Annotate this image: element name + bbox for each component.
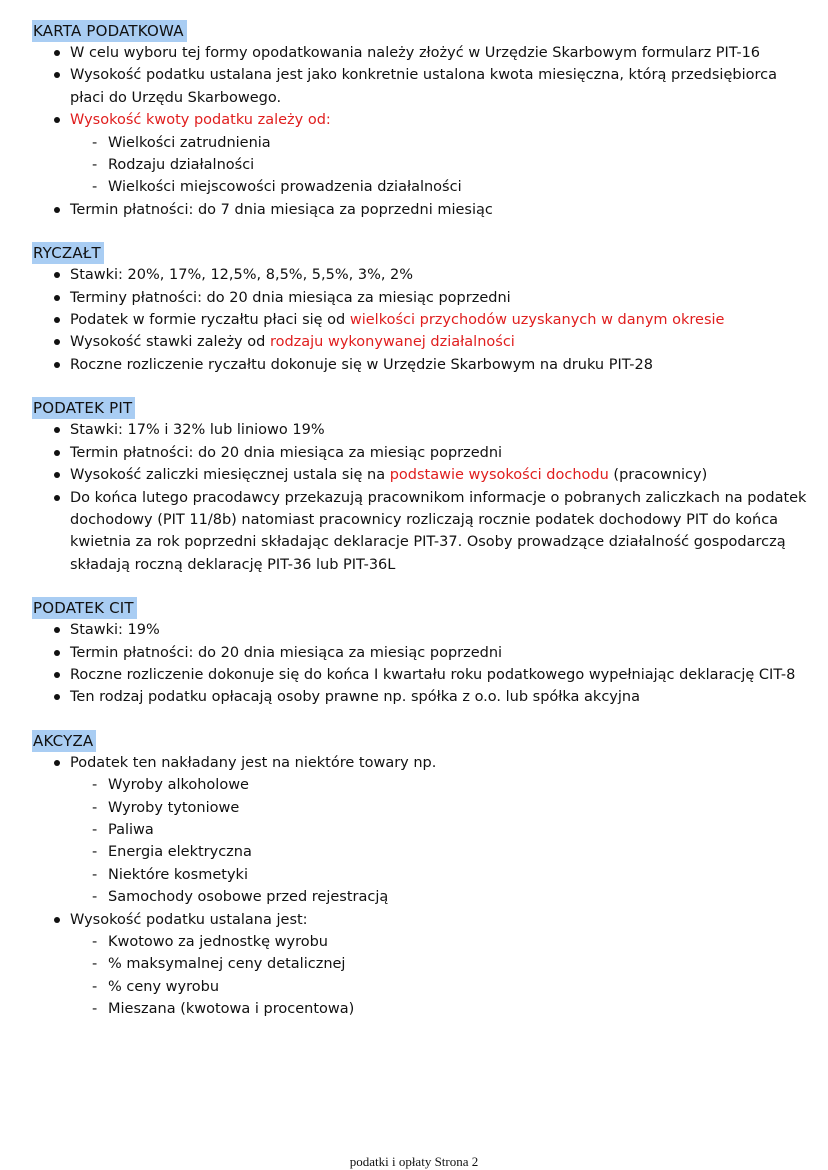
dash-item: - Paliwa — [32, 819, 812, 841]
dash-item: - % ceny wyrobu — [32, 976, 812, 998]
dash-item: - Wielkości miejscowości prowadzenia działalności — [32, 176, 812, 198]
bullet-item: Termin płatności: do 7 dnia miesiąca za poprzedni miesiąc — [32, 199, 812, 221]
bullet-item — [32, 309, 812, 331]
section-heading: RYCZAŁT — [32, 242, 104, 264]
bullet-list — [32, 199, 812, 221]
highlighted-text: wielkości przychodów uzyskanych w danym okresie — [349, 312, 725, 329]
bullet-item: Wysokość podatku ustalana jest jako konkretnie ustalona kwota miesięczna, którą przedsiębiorca płaci do Urzędu Skarbowego. — [32, 64, 812, 109]
bullet-item: W celu wyboru tej formy opodatkowania należy złożyć w Urzędzie Skarbowym formularz PIT-16 — [32, 42, 812, 64]
dash-list — [32, 774, 812, 908]
bullet-item: Termin płatności: do 20 dnia miesiąca za miesiąc poprzedni — [32, 642, 812, 664]
section-karta-podatkowa — [32, 20, 812, 221]
highlighted-text: podstawie wysokości dochodu — [389, 467, 609, 484]
text-fragment: Podatek w formie ryczałtu płaci się od — [70, 312, 350, 329]
dash-item: - Mieszana (kwotowa i procentowa) — [32, 998, 812, 1020]
bullet-item: Roczne rozliczenie ryczałtu dokonuje się w Urzędzie Skarbowym na druku PIT-28 — [32, 354, 812, 376]
page-footer: podatki i opłaty Strona 2 — [349, 1154, 479, 1169]
bullet-item: Roczne rozliczenie dokonuje się do końca I kwartału roku podatkowego wypełniając deklarację CIT-8 — [32, 664, 812, 686]
section-heading: AKCYZA — [32, 730, 96, 752]
bullet-list — [32, 264, 812, 376]
dash-item: - Niektóre kosmetyki — [32, 864, 812, 886]
dash-list — [32, 931, 812, 1021]
bullet-item: Stawki: 19% — [32, 619, 812, 641]
document-page — [32, 20, 812, 1042]
dash-list — [32, 132, 812, 199]
bullet-item — [32, 109, 812, 131]
bullet-list — [32, 42, 812, 132]
section-podatek-cit — [32, 597, 812, 709]
dash-item: - Wielkości zatrudnienia — [32, 132, 812, 154]
dash-item: - Samochody osobowe przed rejestracją — [32, 886, 812, 908]
bullet-list — [32, 419, 812, 576]
bullet-list — [32, 909, 812, 931]
bullet-item: Stawki: 17% i 32% lub liniowo 19% — [32, 419, 812, 441]
bullet-item: Terminy płatności: do 20 dnia miesiąca za miesiąc poprzedni — [32, 287, 812, 309]
bullet-item: Stawki: 20%, 17%, 12,5%, 8,5%, 5,5%, 3%, 2% — [32, 264, 812, 286]
section-podatek-pit — [32, 397, 812, 576]
bullet-item: Wysokość podatku ustalana jest: — [32, 909, 812, 931]
bullet-item — [32, 331, 812, 353]
highlighted-text: Wysokość kwoty podatku zależy od: — [70, 112, 331, 129]
bullet-list — [32, 752, 812, 774]
text-fragment: (pracownicy) — [608, 467, 708, 484]
section-heading: KARTA PODATKOWA — [32, 20, 187, 42]
dash-item: - Wyroby tytoniowe — [32, 797, 812, 819]
dash-item: - Kwotowo za jednostkę wyrobu — [32, 931, 812, 953]
bullet-item: Termin płatności: do 20 dnia miesiąca za miesiąc poprzedni — [32, 442, 812, 464]
text-fragment: Wysokość zaliczki miesięcznej ustala się na — [70, 467, 390, 484]
bullet-list — [32, 619, 812, 709]
bullet-item — [32, 464, 812, 486]
section-akcyza — [32, 730, 812, 1021]
section-heading: PODATEK PIT — [32, 397, 135, 419]
section-heading: PODATEK CIT — [32, 597, 137, 619]
dash-item: - Rodzaju działalności — [32, 154, 812, 176]
bullet-item: Do końca lutego pracodawcy przekazują pracownikom informacje o pobranych zaliczkach na podatek dochodowy (PIT 11/8b) natomiast pracownicy rozliczają rocznie podatek dochodowy PIT do końca kwietnia za rok poprzedni składając deklaracje PIT-37. Osoby prowadzące działalność gospodarczą składają roczną deklarację PIT-36 lub PIT-36L — [32, 487, 812, 577]
bullet-item: Podatek ten nakładany jest na niektóre towary np. — [32, 752, 812, 774]
bullet-item: Ten rodzaj podatku opłacają osoby prawne np. spółka z o.o. lub spółka akcyjna — [32, 686, 812, 708]
text-fragment: Wysokość stawki zależy od — [70, 334, 270, 351]
section-ryczalt — [32, 242, 812, 376]
dash-item: - Energia elektryczna — [32, 841, 812, 863]
dash-item: - % maksymalnej ceny detalicznej — [32, 953, 812, 975]
highlighted-text: rodzaju wykonywanej działalności — [269, 334, 515, 351]
dash-item: - Wyroby alkoholowe — [32, 774, 812, 796]
